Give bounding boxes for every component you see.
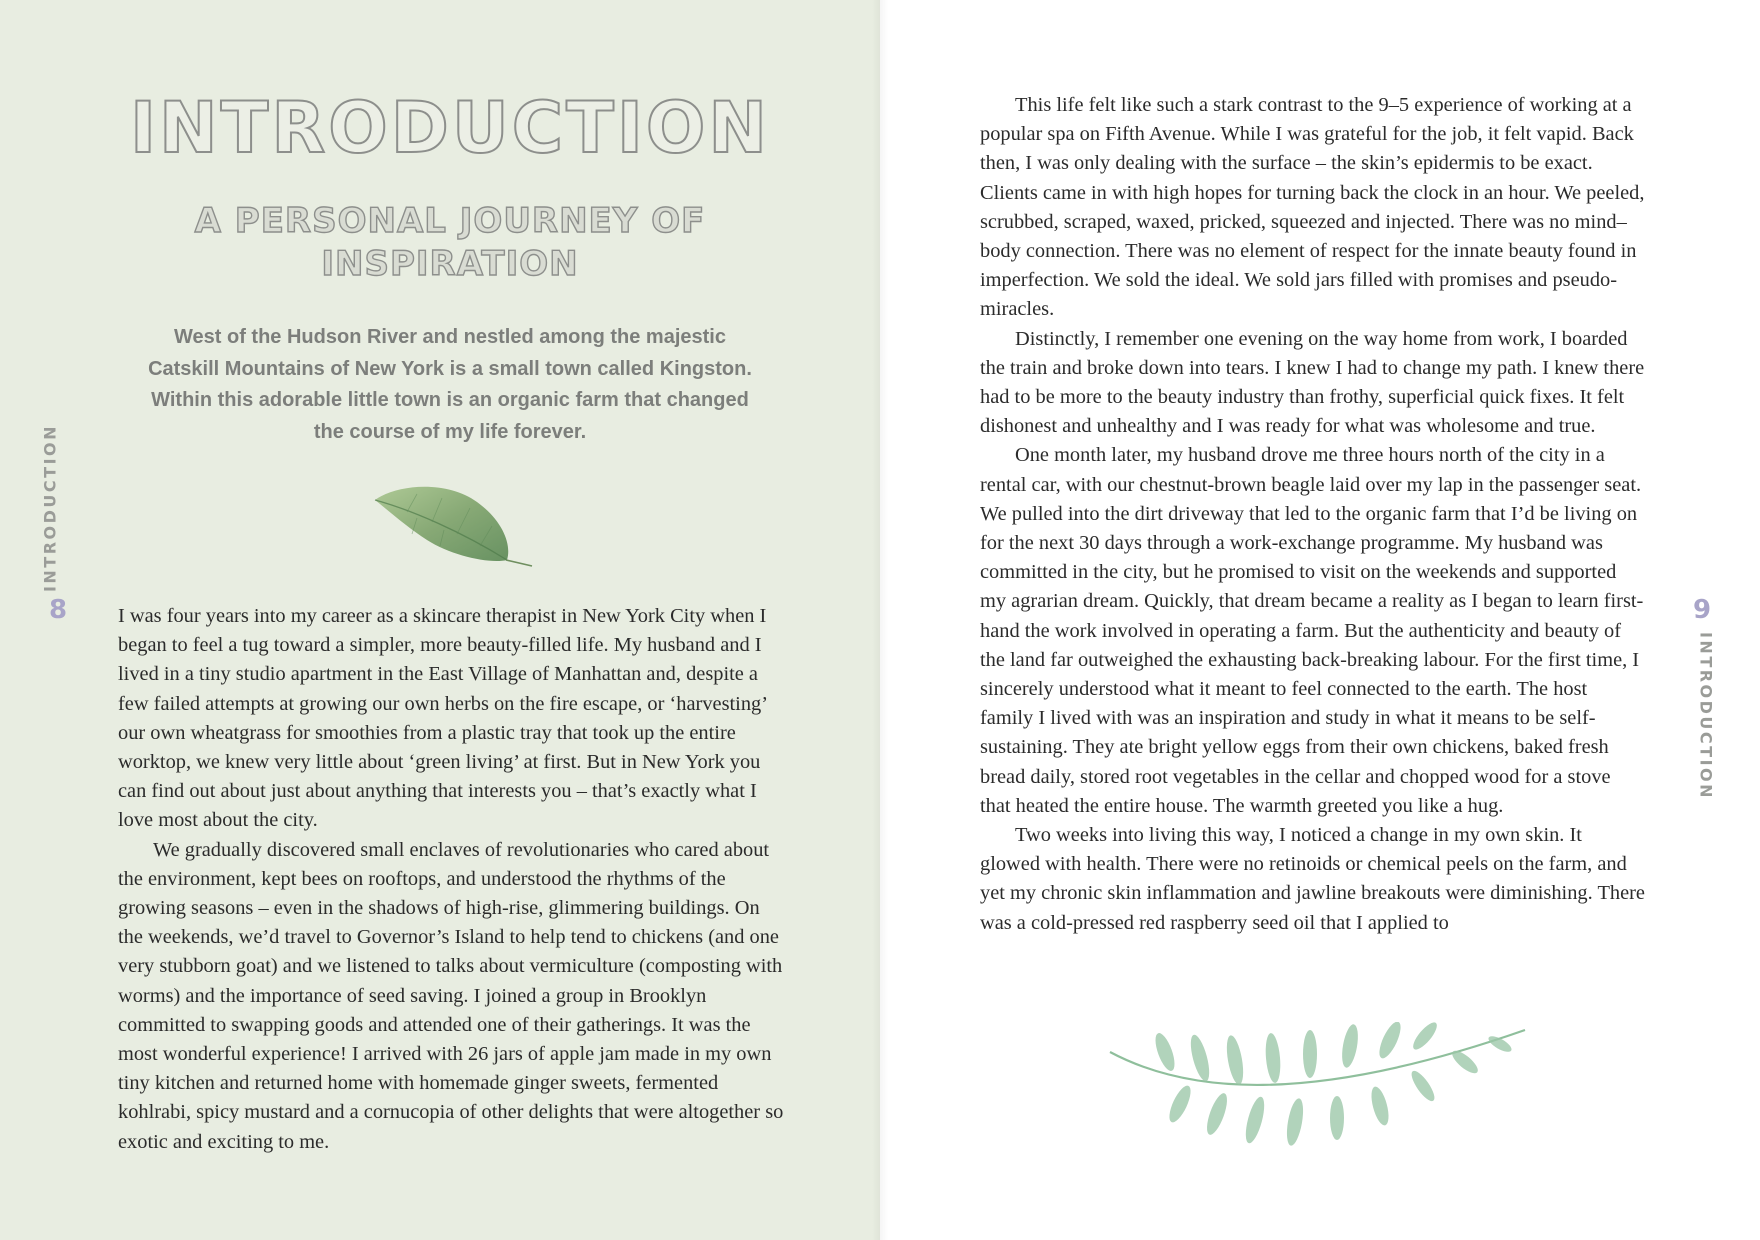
body-paragraph: Distinctly, I remember one evening on the way home from work, I boarded the train and broke down into tears. I knew I had to change my path. I knew there had to be more to the beauty industry than frothy, superficial quick fixes. It felt dishonest and unhealthy and I was ready for what was wholesome and true. xyxy=(980,327,1645,438)
right-body-text xyxy=(980,91,1645,938)
running-head-right: INTRODUCTION xyxy=(1696,631,1716,801)
gutter xyxy=(872,0,888,1240)
page-number-left: 8 xyxy=(49,595,68,625)
fern-sprig-illustration xyxy=(1105,1022,1535,1152)
chapter-subtitle: A PERSONAL JOURNEY OF INSPIRATION xyxy=(194,201,706,284)
leaf-illustration xyxy=(372,482,537,572)
body-paragraph: Two weeks into living this way, I noticed a change in my own skin. It glowed with health. There were no retinoids or chemical peels on the farm, and yet my chronic skin inflammation and jawline breakouts were diminishing. There was a cold-pressed red raspberry seed oil that I applied to xyxy=(980,824,1645,934)
running-head-left: INTRODUCTION xyxy=(40,423,60,593)
body-paragraph: I was four years into my career as a skincare therapist in New York City when I began to feel a tug toward a simpler, more beauty-filled life. My husband and I lived in a tiny studio apartment in the East Village of Manhattan and, despite a few failed attempts at growing our own herbs on the fire escape, or ‘harvesting’ our own wheatgrass for smoothies from a plastic tray that took up the entire worktop, we knew very little about ‘green living’ at first. But in New York you can find out about just about anything that interests you – that’s exactly what I love most about the city. xyxy=(118,605,767,832)
body-paragraph: We gradually discovered small enclaves of revolutionaries who cared about the environment, kept bees on rooftops, and understood the rhythms of the growing seasons – even in the shadows of high-rise, glimmering buildings. On the weekends, we’d travel to Governor’s Island to help tend to chickens (and one very stubborn goat) and we listened to talks about vermiculture (composting with worms) and the importance of seed saving. I joined a group in Brooklyn committed to swapping goods and attended one of their gatherings. It was the most wonderful experience! I arrived with 26 jars of apple jam made in my own tiny kitchen and returned home with homemade ginger sweets, fermented kohlrabi, spicy mustard and a cornucopia of other delights that were altogether so exotic and exciting to me. xyxy=(118,838,784,1153)
chapter-title: INTRODUCTION xyxy=(130,87,770,169)
left-body-text xyxy=(118,602,786,1157)
page-number-right: 9 xyxy=(1693,595,1712,625)
body-paragraph: One month later, my husband drove me three hours north of the city in a rental car, with our chestnut-brown beagle laid over my lap in the passenger seat. We pulled into the dirt driveway that led to the organic farm that I’d be living on for the next 30 days through a work-exchange programme. My husband was committed in the city, but he promised to visit on the weekends and supported my agrarian dream. Quickly, that dream became a reality as I began to learn first-hand the work involved in operating a farm. But the authenticity and beauty of the land far outweighed the exhausting back-breaking labour. For the first time, I sincerely understood what it meant to feel connected to the earth. The host family I lived with was an inspiration and study in what it means to be self-sustaining. They ate bright yellow eggs from their own chickens, baked fresh bread daily, stored root vegetables in the cellar and chopped wood for a stove that heated the entire house. The warmth greeted you like a hug. xyxy=(980,444,1644,817)
body-paragraph: This life felt like such a stark contrast to the 9–5 experience of working at a popular spa on Fifth Avenue. While I was grateful for the job, it felt vapid. Back then, I was only dealing with the surface – the skin’s epidermis to be exact. Clients came in with high hopes for turning back the clock in an hour. We peeled, scrubbed, scraped, waxed, pricked, squeezed and injected. There was no mind–body connection. There was no element of respect for the innate beauty found in imperfection. We sold the ideal. We sold jars filled with promises and pseudo-miracles. xyxy=(980,94,1645,321)
intro-lead-paragraph: West of the Hudson River and nestled among the majestic Catskill Mountains of New York is a small town called Kingston. Within this adorable little town is an organic farm that changed the course of my life forever. xyxy=(148,326,752,443)
